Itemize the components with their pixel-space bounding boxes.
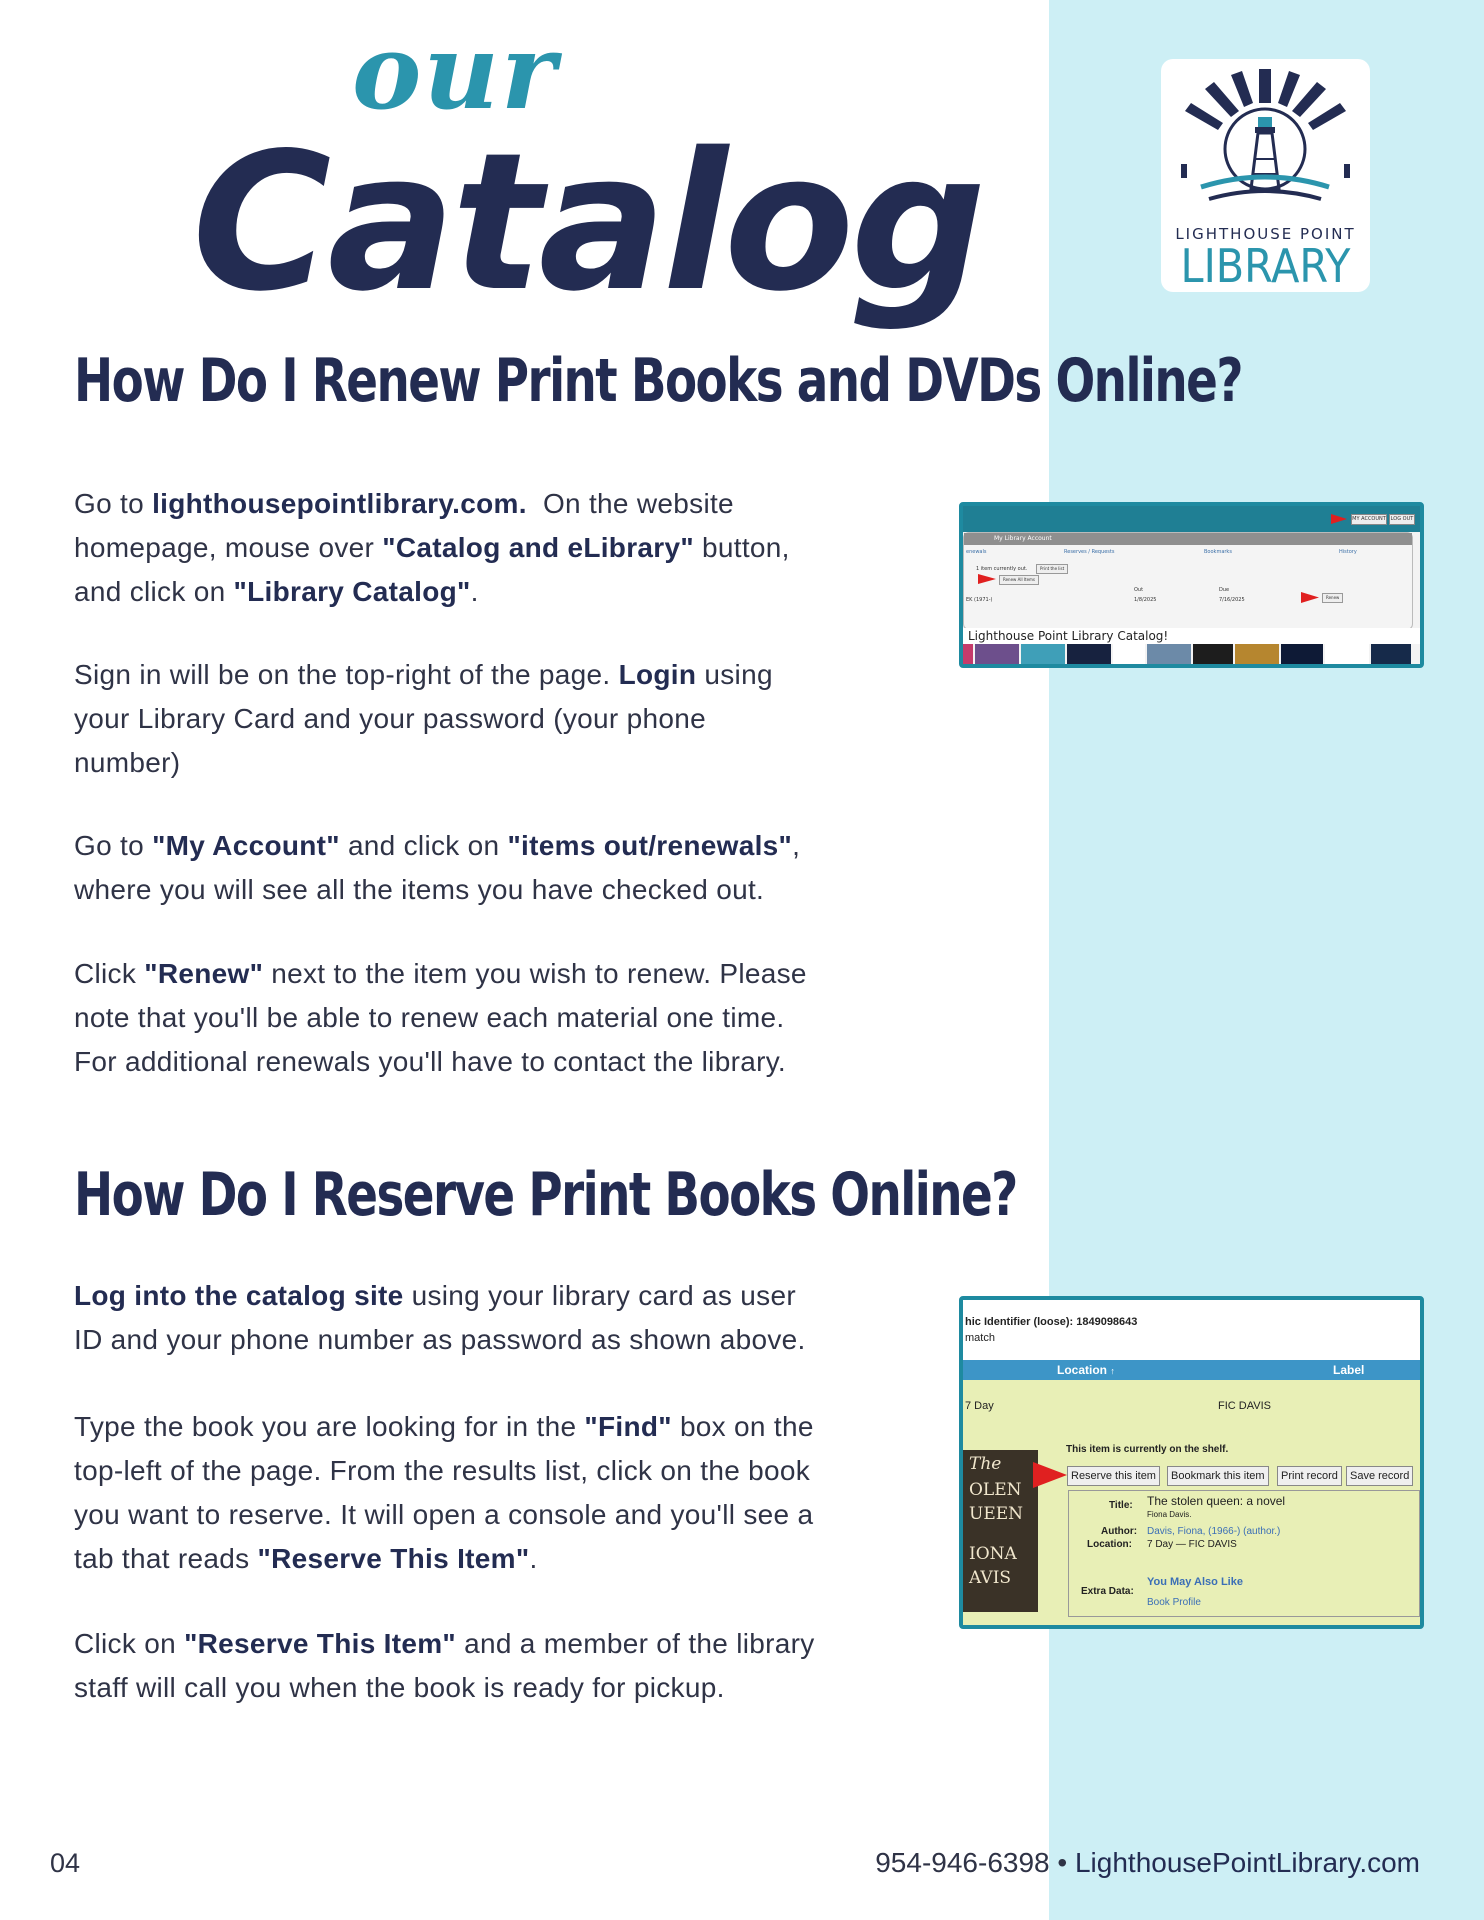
page-number: 04 [50, 1848, 81, 1878]
book-covers-strip [963, 644, 1420, 664]
items-out-count: 1 item currently out. [976, 566, 1028, 572]
red-arrow-icon [978, 574, 996, 584]
renew-button[interactable]: Renew [1322, 593, 1343, 603]
reserve-step-2: Type the book you are looking for in the "Find" box on the top-left of the page. From the results list, click on the book you want to reserve. It will open a console and you'll see a tab that reads "Reserve This Item". [74, 1411, 814, 1574]
author-label: Author: [1101, 1526, 1138, 1537]
row-title: EK (1971-) [966, 597, 993, 603]
renew-heading: How Do I Renew Print Books and DVDs Online? [74, 346, 1242, 416]
shelf-status: This item is currently on the shelf. [1066, 1444, 1229, 1455]
may-also-like: You May Also Like [1147, 1576, 1243, 1588]
log-out-button[interactable]: LOG OUT [1389, 514, 1415, 525]
renew-step-2: Sign in will be on the top-right of the page. Login using your Library Card and your password (your phone number) [74, 659, 773, 778]
book-cover [963, 1450, 1038, 1612]
page-title: Catalog [192, 112, 983, 333]
bookmark-this-item-button[interactable]: Bookmark this item [1167, 1466, 1269, 1486]
account-screenshot [959, 502, 1424, 668]
logo-subtitle: LIGHTHOUSE POINT [1175, 225, 1356, 243]
renew-all-button[interactable]: Renew All Items [999, 575, 1039, 585]
col-location[interactable] [1057, 1363, 1115, 1377]
account-panel [963, 532, 1413, 630]
label-value: FIC DAVIS [1218, 1400, 1271, 1412]
cover-line: IONA [969, 1544, 1017, 1564]
match-text: match [965, 1332, 995, 1344]
book-profile-link[interactable]: Book Profile [1147, 1597, 1201, 1608]
phone-number: 954-946-6398 [875, 1847, 1050, 1878]
tab-bookmarks[interactable]: Bookmarks [1204, 549, 1232, 555]
col-due: Due [1219, 587, 1230, 593]
cover-line: OLEN [969, 1480, 1022, 1500]
sort-arrow-icon: ↑ [1110, 1366, 1115, 1376]
footer-contact [875, 1847, 1420, 1879]
renew-step-3: Go to "My Account" and click on "items out/renewals", where you will see all the items you have checked out. [74, 830, 801, 905]
save-record-button[interactable]: Save record [1346, 1466, 1413, 1486]
out-date: 1/8/2025 [1134, 597, 1157, 603]
tab-history[interactable]: History [1339, 549, 1357, 555]
tab-renewals[interactable]: enewals [966, 549, 987, 555]
red-arrow-icon [1331, 514, 1347, 524]
print-list-button[interactable]: Print the list [1036, 564, 1068, 574]
identifier-text: hic Identifier (loose): 1849098643 [965, 1316, 1138, 1328]
title-sub: Fiona Davis. [1147, 1510, 1192, 1519]
location-label: Location: [1087, 1539, 1132, 1550]
print-record-button[interactable]: Print record [1277, 1466, 1342, 1486]
red-arrow-icon [1033, 1462, 1067, 1488]
col-label[interactable]: Label [1333, 1363, 1365, 1377]
reserve-step-3: Click on "Reserve This Item" and a member of the library staff will call you when the book is ready for pickup. [74, 1628, 815, 1703]
logo-title: LIBRARY [1180, 239, 1351, 293]
due-date: 7/16/2025 [1219, 597, 1245, 603]
title-our: our [352, 10, 558, 133]
extra-data-label: Extra Data: [1081, 1586, 1134, 1597]
bullet-separator: • [1057, 1847, 1068, 1878]
col-out: Out [1134, 587, 1144, 593]
col-location-label: Location [1057, 1363, 1107, 1377]
website-link[interactable]: LighthousePointLibrary.com [1074, 1847, 1420, 1878]
panel-title: My Library Account [964, 533, 1412, 545]
library-logo [1161, 59, 1370, 292]
my-account-button[interactable]: MY ACCOUNT [1351, 514, 1387, 525]
red-arrow-icon [1301, 592, 1319, 603]
reserve-step-1: Log into the catalog site using your library card as user ID and your phone number as password as shown above. [74, 1280, 806, 1355]
cover-line: UEEN [969, 1504, 1024, 1524]
reserve-screenshot [959, 1296, 1424, 1629]
cover-line: AVIS [969, 1568, 1012, 1588]
title-label: Title: [1109, 1500, 1133, 1511]
renew-step-4: Click "Renew" next to the item you wish to renew. Please note that you'll be able to renew each material one time. For additional renewals you'll have to contact the library. [74, 958, 807, 1077]
author-link[interactable]: Davis, Fiona, (1966-) (author.) [1147, 1526, 1281, 1537]
location-value: 7 Day [965, 1400, 994, 1412]
tab-reserves[interactable]: Reserves / Requests [1064, 549, 1115, 555]
location-detail: 7 Day — FIC DAVIS [1147, 1539, 1237, 1550]
renew-step-1: Go to lighthousepointlibrary.com. On the website homepage, mouse over "Catalog and eLibrary" button, and click on "Library Catalog". [74, 488, 790, 607]
catalog-banner: Lighthouse Point Library Catalog! [963, 628, 1424, 644]
cover-line: The [969, 1454, 1002, 1474]
title-value: The stolen queen: a novel [1147, 1494, 1286, 1508]
reserve-this-item-button[interactable]: Reserve this item [1067, 1466, 1160, 1486]
reserve-heading: How Do I Reserve Print Books Online? [74, 1160, 1017, 1230]
